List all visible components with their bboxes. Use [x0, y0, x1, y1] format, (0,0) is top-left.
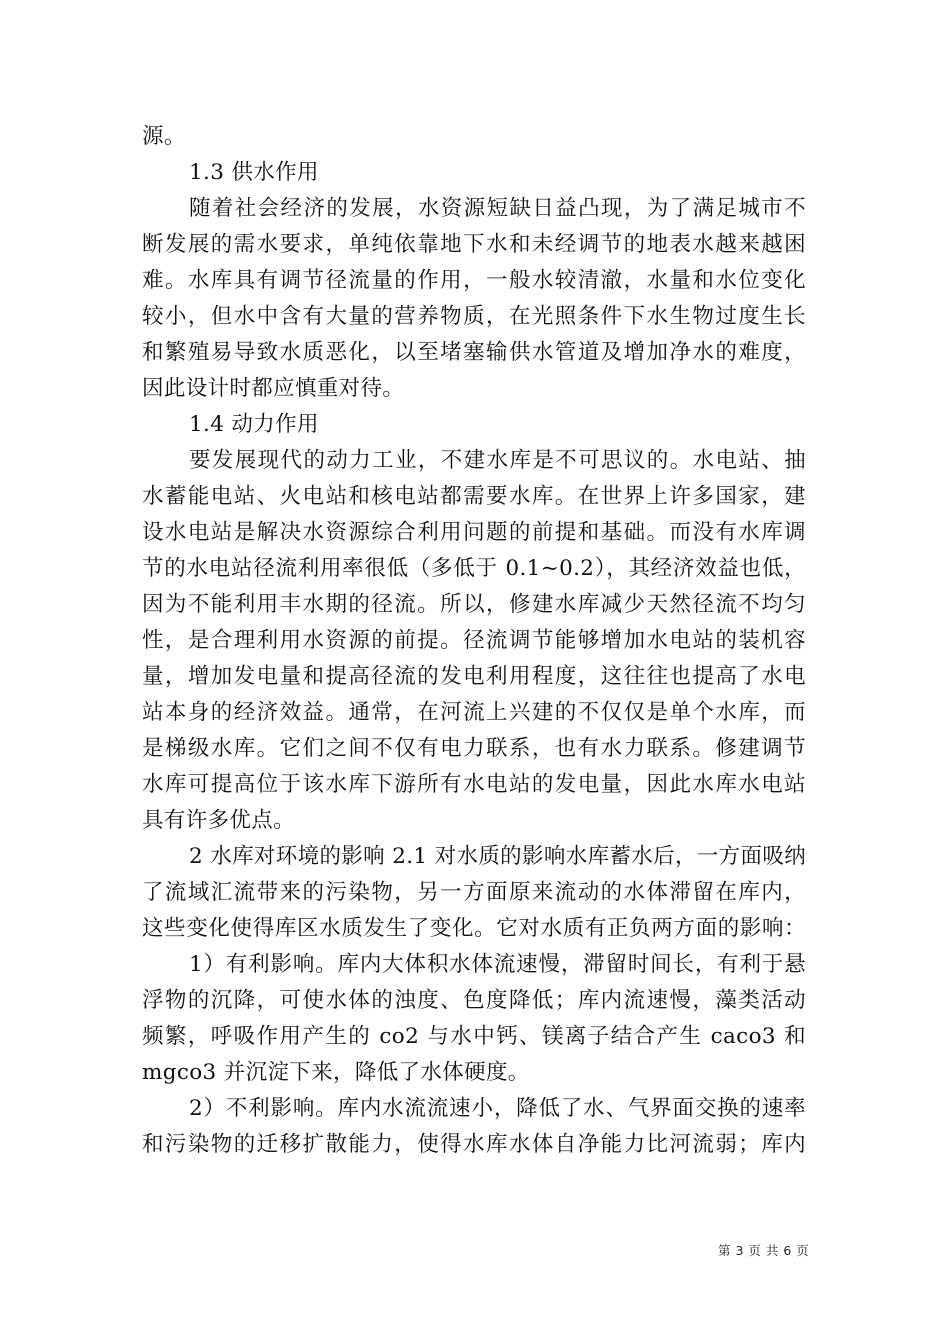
- text-line: 要发展现代的动力工业，不建水库是不可思议的。水电站、抽: [189, 448, 806, 473]
- text-line: 性，是合理利用水资源的前提。径流调节能够增加水电站的装机容: [142, 628, 806, 653]
- text-line: mgco3 并沉淀下来，降低了水体硬度。: [142, 1060, 530, 1085]
- section-heading-1-3: 1.3 供水作用: [189, 160, 319, 185]
- text-line: 是梯级水库。它们之间不仅有电力联系，也有水力联系。修建调节: [142, 736, 806, 761]
- text-line: 较小，但水中含有大量的营养物质，在光照条件下水生物过度生长: [142, 304, 806, 329]
- text-line: 水库可提高位于该水库下游所有水电站的发电量，因此水库水电站: [142, 772, 806, 797]
- text-line: 因此设计时都应慎重对待。: [142, 376, 405, 401]
- text-line: 频繁，呼吸作用产生的 co2 与水中钙、镁离子结合产生 caco3 和: [142, 1024, 806, 1049]
- text-line: 具有许多优点。: [142, 808, 295, 833]
- text-line: 和繁殖易导致水质恶化，以至堵塞输供水管道及增加净水的难度，: [142, 340, 806, 365]
- text-line: 因为不能利用丰水期的径流。所以，修建水库减少天然径流不均匀: [142, 592, 806, 617]
- text-line: 设水电站是解决水资源综合利用问题的前提和基础。而没有水库调: [142, 520, 806, 545]
- document-page: [142, 119, 806, 1163]
- list-item-negative: 2）不利影响。库内水流流速小，降低了水、气界面交换的速率: [189, 1096, 806, 1121]
- section-heading-1-4: 1.4 动力作用: [189, 412, 319, 437]
- section-heading-2: 2 水库对环境的影响 2.1 对水质的影响水库蓄水后，一方面吸纳: [189, 844, 807, 869]
- list-item-positive: 1）有利影响。库内大体积水体流速慢，滞留时间长，有利于悬: [189, 952, 806, 977]
- text-line: 源。: [142, 124, 186, 149]
- text-line: 量，增加发电量和提高径流的发电利用程度，这往往也提高了水电: [142, 664, 806, 689]
- text-line: 随着社会经济的发展，水资源短缺日益凸现，为了满足城市不: [189, 196, 806, 221]
- text-line: 了流域汇流带来的污染物，另一方面原来流动的水体滞留在库内，: [142, 880, 806, 905]
- text-line: 节的水电站径流利用率很低（多低于 0.1~0.2），其经济效益也低，: [142, 556, 806, 581]
- page-number: 第 3 页 共 6 页: [718, 1243, 810, 1258]
- text-line: 水蓄能电站、火电站和核电站都需要水库。在世界上许多国家，建: [142, 484, 806, 509]
- text-line: 和污染物的迁移扩散能力，使得水库水体自净能力比河流弱；库内: [142, 1132, 806, 1157]
- text-line: 浮物的沉降，可使水体的浊度、色度降低；库内流速慢，藻类活动: [142, 988, 806, 1013]
- text-line: 难。水库具有调节径流量的作用，一般水较清澈，水量和水位变化: [142, 268, 806, 293]
- text-line: 断发展的需水要求，单纯依靠地下水和未经调节的地表水越来越困: [142, 232, 806, 257]
- text-line: 这些变化使得库区水质发生了变化。它对水质有正负两方面的影响：: [142, 916, 806, 941]
- text-line: 站本身的经济效益。通常，在河流上兴建的不仅仅是单个水库，而: [142, 700, 806, 725]
